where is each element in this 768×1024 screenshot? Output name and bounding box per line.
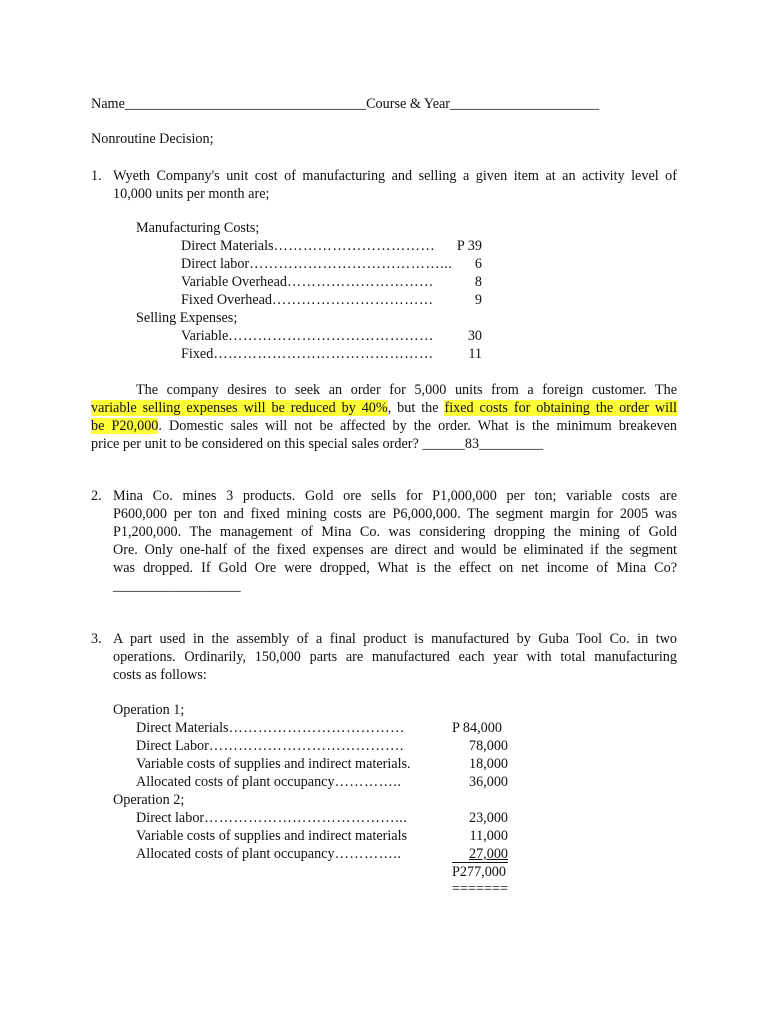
- q2-number: 2.: [91, 488, 102, 504]
- leader-dots: ……………………………: [272, 292, 434, 308]
- underlined-value: 27,000: [468, 846, 508, 862]
- q2-line-2: P600,000 per ton and fixed mining costs are P6,000,000. The segment margin for 2005 was: [113, 506, 677, 522]
- q3-line-2: operations. Ordinarily, 150,000 parts are manufactured each year with total manufacturing: [113, 649, 677, 665]
- q1-para-line-4: [91, 435, 677, 453]
- cost-label: Direct labor: [136, 810, 205, 826]
- q1-number: 1.: [91, 168, 102, 184]
- cost-value: 30: [467, 328, 482, 344]
- op2-row: [136, 827, 407, 845]
- cost-label: Fixed Overhead: [181, 292, 273, 308]
- leader-dots: …………………………: [286, 274, 434, 290]
- course-year-blank[interactable]: _____________________: [450, 96, 599, 112]
- leader-dots: ………………………………: [228, 720, 405, 736]
- q1-para-text: . Domestic sales will not be affected by the order. What is the minimum breakeven: [158, 418, 678, 434]
- q1-para-line-2: [91, 399, 677, 417]
- cost-value: 11,000: [469, 828, 508, 844]
- q2-body: [113, 487, 677, 595]
- op1-row: [136, 719, 405, 737]
- leader-dots: ………………………………………: [213, 346, 434, 362]
- cost-label: Allocated costs of plant occupancy: [136, 846, 335, 862]
- q1-para-text: , but the: [387, 400, 445, 416]
- leader-dots: ……………………………………: [228, 328, 434, 344]
- highlight-variable-selling: variable selling expenses will be reduced by 40%: [91, 400, 388, 416]
- q3-line-1: A part used in the assembly of a final product is manufactured by Guba Tool Co. in two: [113, 631, 677, 647]
- cost-value: 78,000: [468, 738, 508, 754]
- q1-scenario-paragraph: [91, 381, 677, 453]
- name-line: [91, 95, 599, 113]
- op2-row: [136, 809, 407, 827]
- q1-intro-line-2: 10,000 units per month are;: [113, 186, 270, 202]
- selling-expenses-heading: Selling Expenses;: [136, 310, 238, 326]
- operation-2-heading: Operation 2;: [113, 792, 185, 808]
- cost-value: 11: [468, 346, 482, 362]
- leader-dots: …………..: [334, 846, 402, 862]
- answer-blank[interactable]: _________: [479, 436, 543, 452]
- op1-row: [136, 773, 401, 791]
- cost-value: 8: [474, 274, 482, 290]
- cost-label: Direct labor: [181, 256, 250, 272]
- cost-value: P 39: [456, 238, 482, 254]
- cost-value: 36,000: [468, 774, 508, 790]
- q2-line-1: Mina Co. mines 3 products. Gold ore sells for P1,000,000 per ton; variable costs are: [113, 488, 677, 504]
- highlight-p20000: be P20,000: [91, 418, 159, 434]
- cost-row-selling-variable: [181, 327, 434, 345]
- cost-label: Fixed: [181, 346, 214, 362]
- q1-intro-line-1: Wyeth Company's unit cost of manufacturing and selling a given item at an activity level of: [113, 168, 677, 184]
- total-value: P277,000: [452, 864, 506, 880]
- op1-row: [136, 737, 404, 755]
- cost-label: Direct Materials: [181, 238, 274, 254]
- q1-para-line-3: [91, 417, 677, 435]
- q1-intro: [113, 167, 677, 203]
- course-year-label: Course & Year: [366, 96, 451, 112]
- q2-line-3: P1,200,000. The management of Mina Co. was considering dropping the mining of Gold: [113, 524, 677, 540]
- double-rule: =======: [452, 881, 509, 897]
- name-blank[interactable]: __________________________________: [124, 96, 367, 112]
- cost-value: 9: [474, 292, 482, 308]
- q1-para-line-1: The company desires to seek an order for 5,000 units from a foreign customer. The: [136, 382, 677, 398]
- cost-label: Variable: [181, 328, 229, 344]
- q3-line-3: costs as follows:: [113, 667, 207, 683]
- cost-row-direct-labor: [181, 255, 452, 273]
- leader-dots: ………………………………….: [208, 738, 404, 754]
- cost-label: Direct Materials: [136, 720, 229, 736]
- q2-answer-blank[interactable]: __________________: [113, 578, 241, 594]
- leader-dots: ……………………………: [273, 238, 436, 254]
- cost-label: Variable Overhead: [181, 274, 287, 290]
- op2-row: [136, 845, 401, 863]
- q1-answer[interactable]: 83: [464, 436, 480, 452]
- cost-label: Variable costs of supplies and indirect materials.: [136, 756, 411, 772]
- cost-row-variable-overhead: [181, 273, 434, 291]
- cost-value: [440, 845, 508, 863]
- q2-line-5: was dropped. If Gold Ore were dropped, What is the effect on net income of Mina Co?: [113, 560, 677, 576]
- leader-dots: …………………………………...: [249, 256, 453, 272]
- cost-value: 6: [474, 256, 482, 272]
- cost-value: 23,000: [468, 810, 508, 826]
- manufacturing-costs-heading: Manufacturing Costs;: [136, 220, 260, 236]
- cost-row-fixed-overhead: [181, 291, 434, 309]
- cost-label: Allocated costs of plant occupancy: [136, 774, 335, 790]
- q1-question-text: price per unit to be considered on this special sales order?: [91, 436, 423, 452]
- cost-value: 18,000: [468, 756, 508, 772]
- op1-row: [136, 755, 411, 773]
- highlight-fixed-costs: fixed costs for obtaining the order will: [444, 400, 677, 416]
- leader-dots: …………..: [334, 774, 402, 790]
- q3-number: 3.: [91, 631, 102, 647]
- cost-row-direct-materials: [181, 237, 435, 255]
- operation-1-heading: Operation 1;: [113, 702, 185, 718]
- name-label: Name: [91, 96, 125, 112]
- answer-blank[interactable]: ______: [422, 436, 465, 452]
- cost-value: P 84,000: [452, 720, 502, 736]
- q3-body: [113, 630, 677, 684]
- cost-label: Variable costs of supplies and indirect materials: [136, 828, 408, 844]
- cost-row-selling-fixed: [181, 345, 434, 363]
- leader-dots: …………………………………...: [204, 810, 408, 826]
- cost-label: Direct Labor: [136, 738, 209, 754]
- page-title: Nonroutine Decision;: [91, 131, 214, 147]
- q2-line-4: Ore. Only one-half of the fixed expenses are direct and would be eliminated if the segment: [113, 542, 677, 558]
